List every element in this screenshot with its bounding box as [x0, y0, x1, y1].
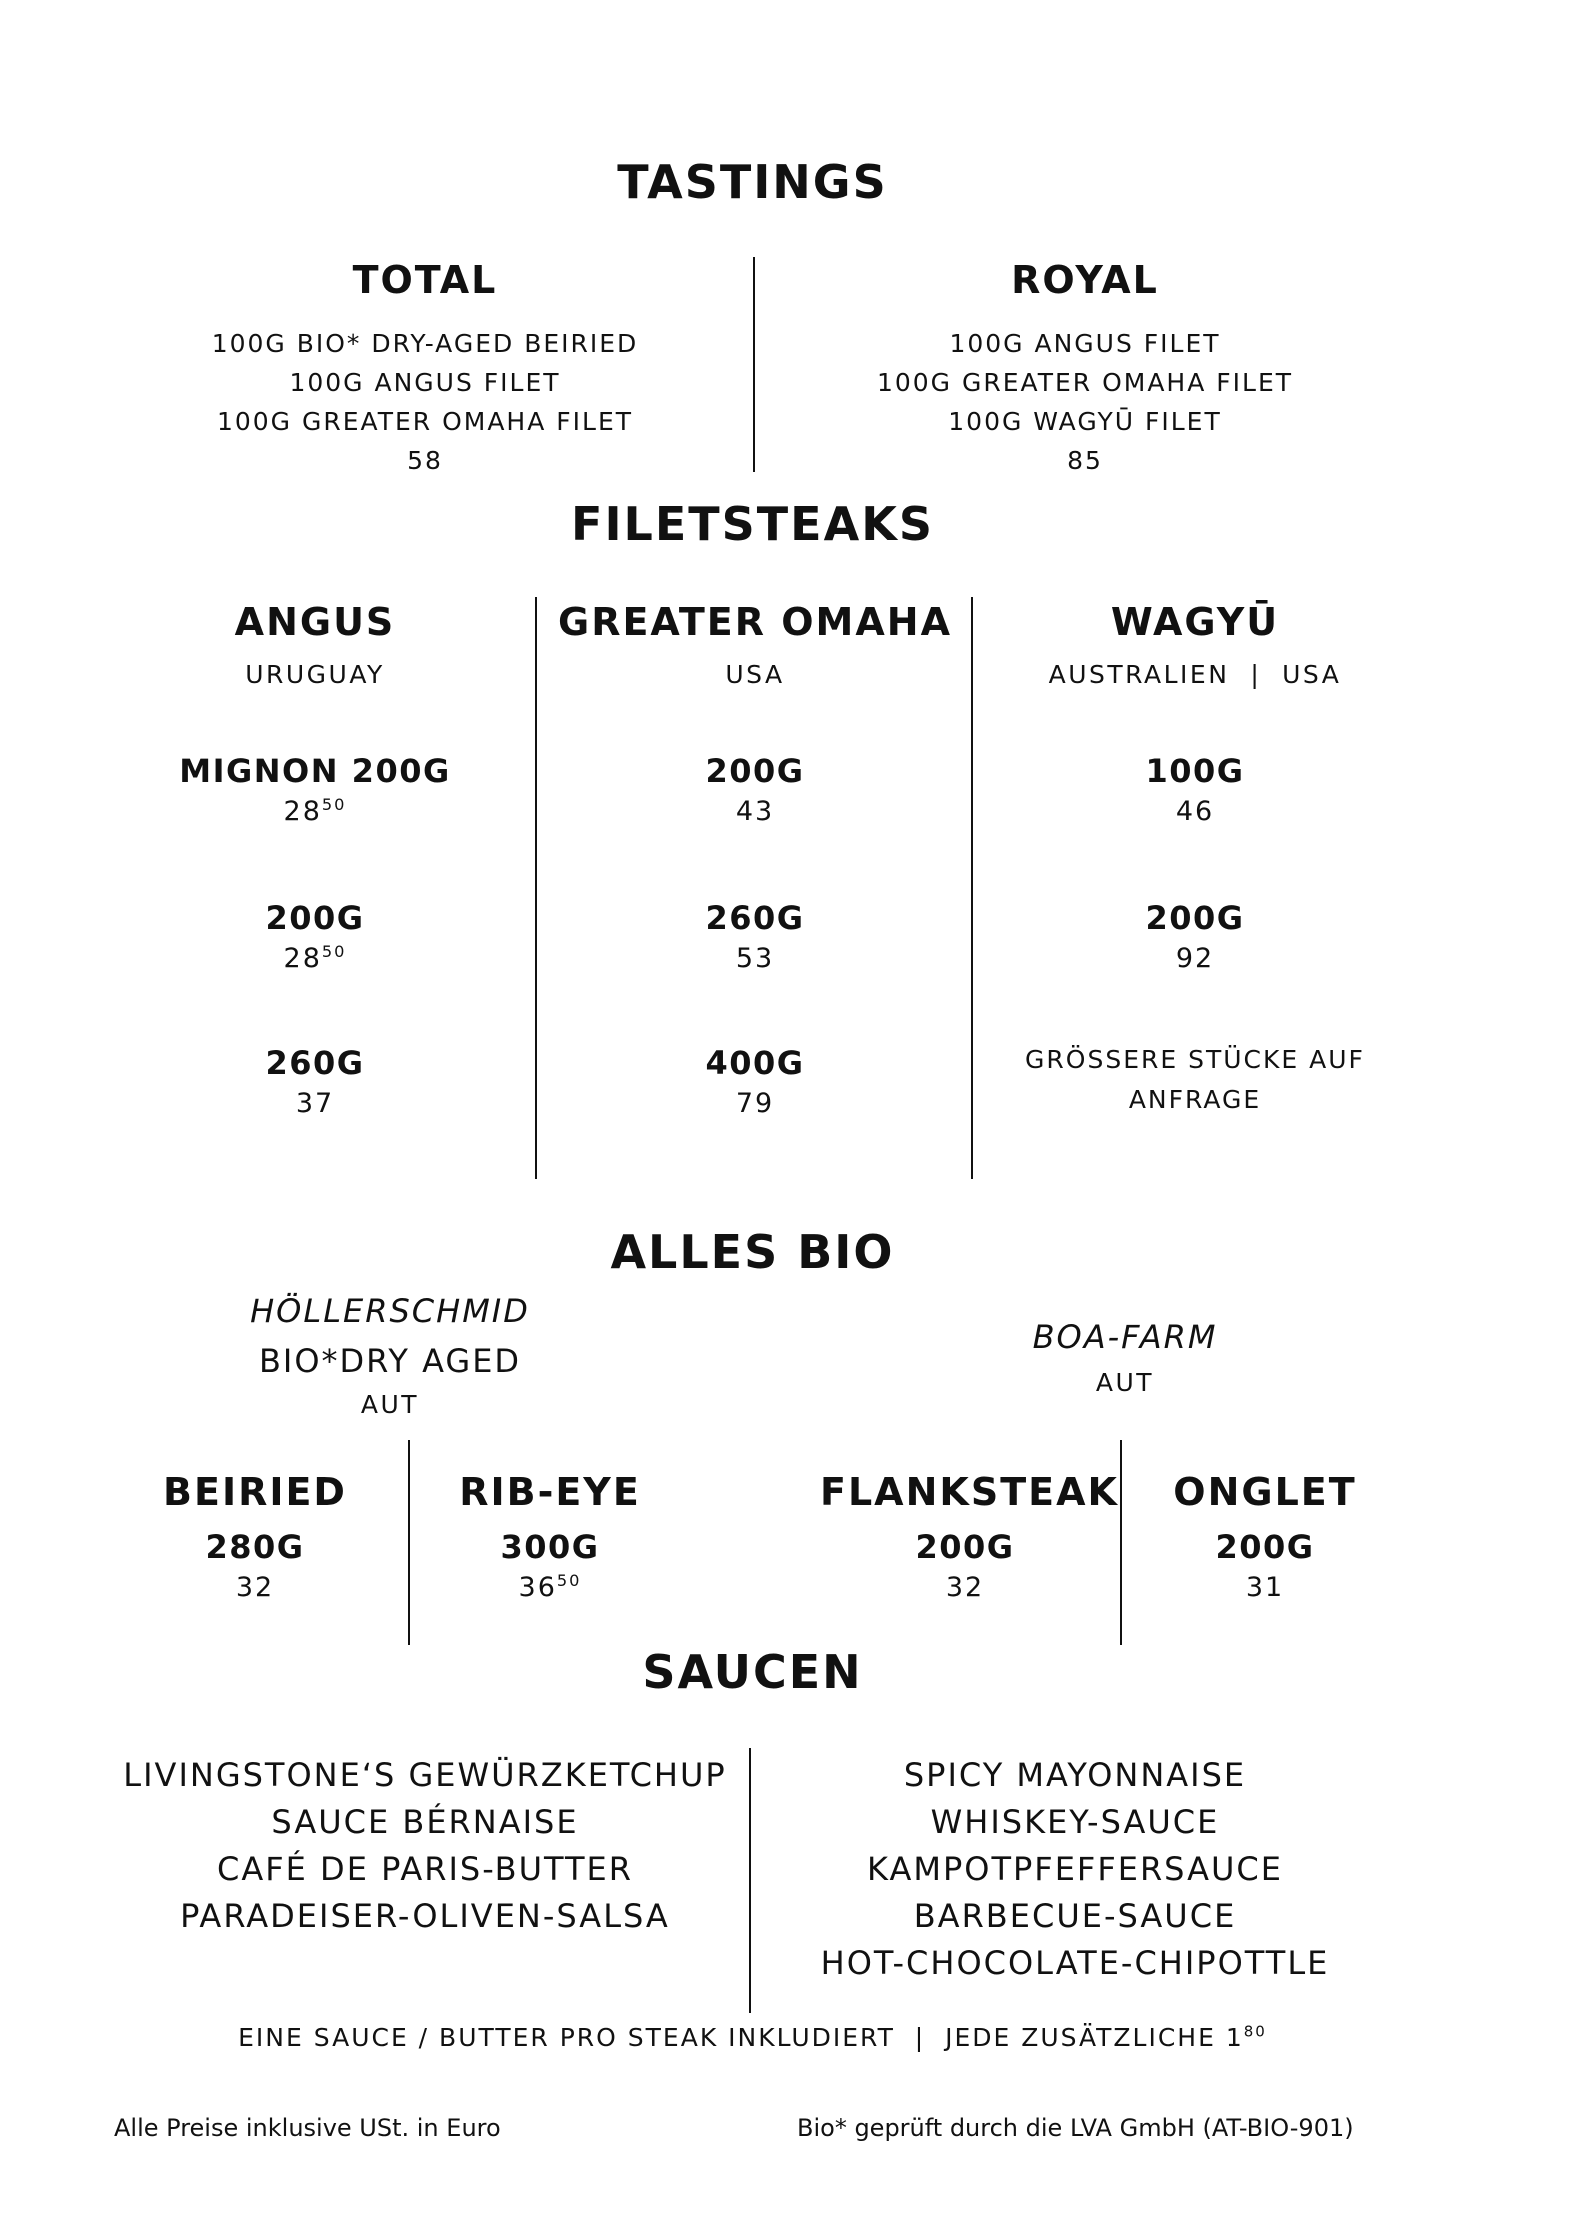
filet-divider-left [535, 597, 537, 1179]
cut-name: RIB-EYE [459, 1470, 641, 1514]
cut-price [1000, 943, 1390, 974]
sauce-item: HOT-CHOCOLATE-CHIPOTTLE [820, 1944, 1330, 1982]
tasting-item: 100G WAGYŪ FILET [948, 407, 1222, 436]
wagyu-cut [1000, 899, 1390, 974]
farm-desc: BIO*DRY AGED [258, 1342, 522, 1380]
cut-weight: 300G [500, 1528, 600, 1566]
wagyu-origin: AUSTRALIEN | USA [1048, 660, 1342, 689]
bio-divider-right [1120, 1440, 1122, 1645]
cut-name: ONGLET [1173, 1470, 1357, 1514]
filet-angus [135, 600, 495, 689]
farm-boa [925, 1318, 1325, 1397]
tasting-royal-name: ROYAL [1011, 258, 1159, 302]
omaha-name: GREATER OMAHA [558, 600, 952, 644]
cut-price [135, 1088, 495, 1119]
cut-label: 200G [1145, 899, 1245, 937]
filet-divider-right [971, 597, 973, 1179]
price-main: 92 [1175, 943, 1215, 974]
cut-name: BEIRIED [163, 1470, 347, 1514]
filetsteaks-title: FILETSTEAKS [571, 497, 934, 551]
bio-title: ALLES BIO [610, 1225, 895, 1279]
wagyu-name: WAGYŪ [1110, 600, 1280, 644]
saucen-divider [749, 1748, 751, 2013]
price-main: 32 [945, 1572, 985, 1603]
sauce-item: CAFÉ DE PARIS-BUTTER [217, 1850, 633, 1888]
cut-price [555, 1088, 955, 1119]
cut-weight: 200G [1215, 1528, 1315, 1566]
tastings-title: TASTINGS [617, 155, 888, 209]
tasting-total-name: TOTAL [352, 258, 498, 302]
price-main: 37 [295, 1088, 335, 1119]
price-cents: 50 [556, 1571, 582, 1590]
cut-price [555, 943, 955, 974]
sauce-item: BARBECUE-SAUCE [913, 1897, 1237, 1935]
cut-price [130, 1572, 380, 1603]
price-main: 43 [735, 796, 775, 827]
omaha-cut [555, 752, 955, 827]
farm-origin: AUT [360, 1390, 420, 1419]
filet-omaha [555, 600, 955, 689]
price-main: 79 [735, 1088, 775, 1119]
note-line: ANFRAGE [1128, 1085, 1262, 1114]
tasting-item: 100G GREATER OMAHA FILET [876, 368, 1294, 397]
cut-name: FLANKSTEAK [820, 1470, 1119, 1514]
bio-cut [1140, 1470, 1390, 1603]
footer-vat-note: Alle Preise inklusive USt. in Euro [114, 2114, 501, 2142]
tasting-price: 58 [407, 446, 443, 475]
cut-price [420, 1572, 680, 1603]
tasting-royal-items [825, 324, 1345, 480]
bio-divider-left [408, 1440, 410, 1645]
price-main: 46 [1175, 796, 1215, 827]
sauce-note [0, 2023, 1505, 2052]
cut-weight: 280G [205, 1528, 305, 1566]
price-main: 32 [235, 1572, 275, 1603]
bio-cut [130, 1470, 380, 1603]
cut-label: 100G [1145, 752, 1245, 790]
sauce-item: SAUCE BÉRNAISE [271, 1803, 579, 1841]
cut-label: 200G [705, 752, 805, 790]
cut-label: 260G [265, 1044, 365, 1082]
price-cents: 50 [321, 795, 347, 814]
tasting-item: 100G ANGUS FILET [289, 368, 561, 397]
angus-cut [135, 1044, 495, 1119]
cut-label: MIGNON 200G [179, 752, 451, 790]
price-cents: 50 [321, 942, 347, 961]
cut-price [820, 1572, 1110, 1603]
cut-label: 200G [265, 899, 365, 937]
sauce-item: PARADEISER-OLIVEN-SALSA [180, 1897, 670, 1935]
sauce-item: KAMPOTPFEFFERSAUCE [867, 1850, 1283, 1888]
farm-name: HÖLLERSCHMID [250, 1292, 530, 1330]
sauce-item: WHISKEY-SAUCE [930, 1803, 1220, 1841]
sauce-list-left [120, 1752, 730, 1940]
saucen-title: SAUCEN [642, 1645, 863, 1699]
footer-bio-note: Bio* geprüft durch die LVA GmbH (AT-BIO-901) [797, 2114, 1354, 2142]
tasting-total [165, 258, 685, 480]
note-line: GRÖSSERE STÜCKE AUF [1025, 1045, 1365, 1074]
omaha-cut [555, 1044, 955, 1119]
angus-cut [135, 752, 495, 827]
cut-weight: 200G [915, 1528, 1015, 1566]
filet-wagyu [1000, 600, 1390, 689]
price-main: 28 [283, 796, 322, 827]
price-main: 36 [518, 1572, 557, 1603]
angus-cut [135, 899, 495, 974]
tasting-item: 100G GREATER OMAHA FILET [216, 407, 634, 436]
cut-price [135, 796, 495, 827]
tasting-price: 85 [1067, 446, 1103, 475]
cut-label: 400G [705, 1044, 805, 1082]
omaha-cut [555, 899, 955, 974]
cut-price [1140, 1572, 1390, 1603]
cut-price [135, 943, 495, 974]
wagyu-cut [1000, 752, 1390, 827]
sauce-note-cents: 80 [1243, 2022, 1267, 2041]
bio-cut [420, 1470, 680, 1603]
sauce-note-text: EINE SAUCE / BUTTER PRO STEAK INKLUDIERT | JEDE ZUSÄTZLICHE 1 [238, 2023, 1244, 2052]
farm-origin: AUT [1095, 1368, 1155, 1397]
farm-name: BOA-FARM [1032, 1318, 1218, 1356]
sauce-item: LIVINGSTONE‘S GEWÜRZKETCHUP [123, 1756, 727, 1794]
tasting-item: 100G BIO* DRY-AGED BEIRIED [211, 329, 639, 358]
omaha-origin: USA [725, 660, 785, 689]
price-main: 53 [735, 943, 775, 974]
cut-price [555, 796, 955, 827]
cut-label: 260G [705, 899, 805, 937]
cut-price [1000, 796, 1390, 827]
tastings-divider [753, 257, 755, 472]
farm-hoellerschmid [190, 1292, 590, 1419]
angus-origin: URUGUAY [245, 660, 385, 689]
price-main: 31 [1245, 1572, 1285, 1603]
price-main: 28 [283, 943, 322, 974]
sauce-list-right [780, 1752, 1370, 1987]
wagyu-note [1000, 1040, 1390, 1120]
tasting-total-items [165, 324, 685, 480]
angus-name: ANGUS [234, 600, 396, 644]
tasting-royal [825, 258, 1345, 480]
tasting-item: 100G ANGUS FILET [949, 329, 1221, 358]
sauce-item: SPICY MAYONNAISE [903, 1756, 1247, 1794]
bio-cut [820, 1470, 1119, 1603]
